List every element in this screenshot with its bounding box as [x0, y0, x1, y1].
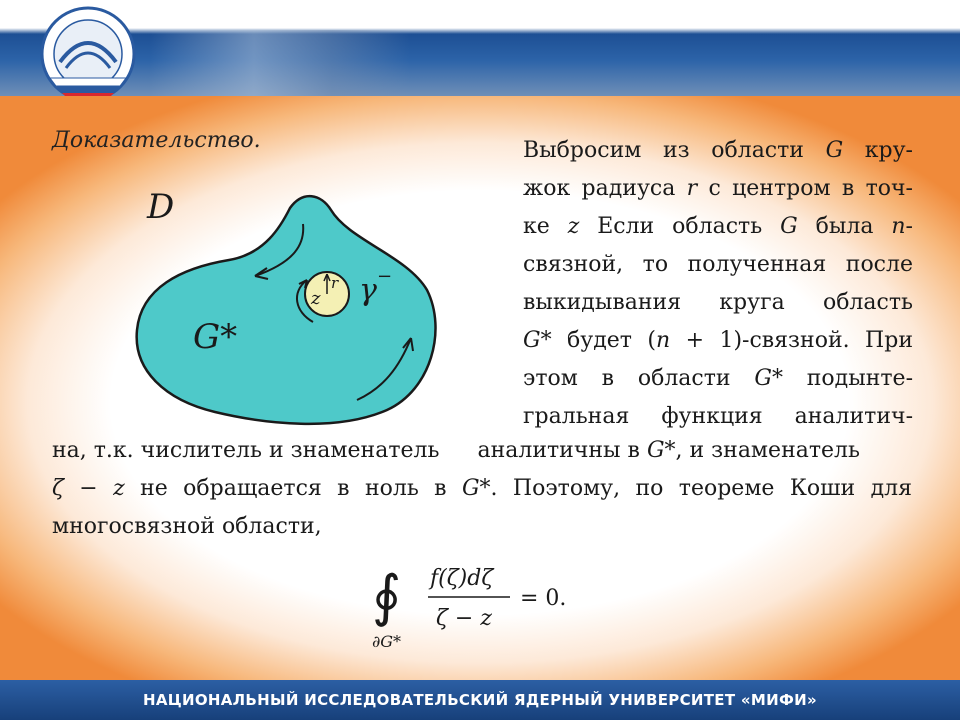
- formula-subscript: ∂G*: [372, 632, 402, 651]
- wide-line: ζ − z не обращается в ноль в G*. Поэтому, по теореме Коши для: [52, 476, 912, 501]
- para-line: жок радиуса r с центром в точ-: [523, 176, 913, 201]
- label-G-star: G*: [193, 317, 238, 357]
- slide-footer: НАЦИОНАЛЬНЫЙ ИССЛЕДОВАТЕЛЬСКИЙ ЯДЕРНЫЙ УНИВЕРСИТЕТ «МИФИ»: [0, 680, 960, 720]
- label-z: z: [311, 288, 321, 309]
- para-line: выкидывания круга область: [523, 290, 913, 315]
- label-gamma-sup: −: [377, 266, 393, 287]
- cauchy-formula: [370, 555, 600, 655]
- label-gamma: γ: [359, 273, 377, 308]
- formula-rhs: = 0.: [520, 586, 567, 611]
- proof-continuation: [52, 432, 912, 546]
- label-D: D: [147, 187, 175, 227]
- wide-line: многосвязной области,: [52, 514, 322, 539]
- para-line: ке z Если область G была n-: [523, 214, 913, 239]
- para-line: этом в области G* подынте-: [523, 366, 914, 391]
- para-line: G* будет (n + 1)-связной. При: [523, 328, 913, 353]
- label-r: r: [331, 274, 339, 292]
- para-line: связной, то полученная после: [523, 252, 913, 277]
- region-G-star: [137, 196, 436, 424]
- slide-title: Доказательство.: [52, 128, 261, 153]
- wide-line: на, т.к. числитель и знаменатель аналитичны в G*, и знаменатель: [52, 438, 860, 463]
- formula-denominator: ζ − z: [436, 606, 492, 631]
- formula-numerator: f(ζ)dζ: [430, 566, 494, 591]
- para-line: Выбросим из области G кру-: [523, 138, 913, 163]
- proof-paragraph: [523, 132, 913, 436]
- contour-integral-sign: ∮: [372, 564, 402, 629]
- header-building-photo: [150, 30, 410, 98]
- domain-figure: [125, 180, 455, 430]
- para-line: гральная функция аналитич-: [523, 404, 913, 429]
